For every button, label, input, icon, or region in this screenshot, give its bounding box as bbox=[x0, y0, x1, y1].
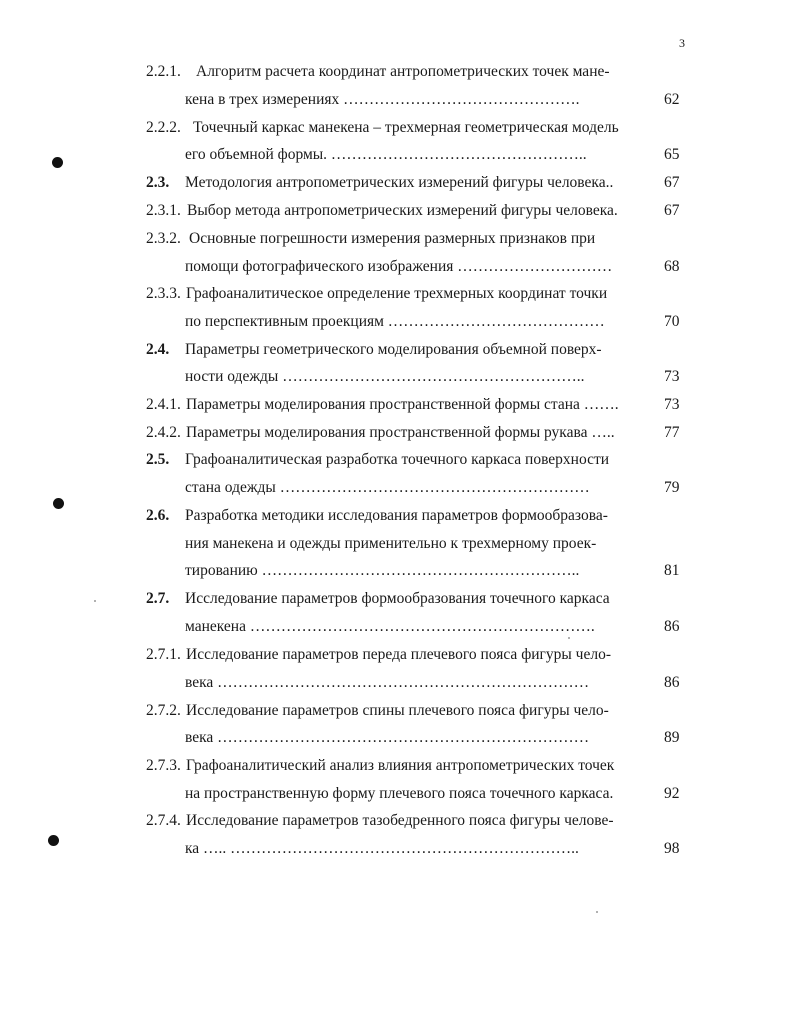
toc-title: Графоаналитический анализ влияния антропометрических точек bbox=[186, 757, 615, 774]
toc-number: 2.7. bbox=[146, 590, 170, 607]
toc-title-cont: ка ….. ………………………………………………………….. bbox=[185, 840, 579, 857]
toc-page: 73 bbox=[664, 368, 680, 385]
toc-entry-2-2-1-cont bbox=[0, 90, 791, 110]
toc-entry-2-7-cont bbox=[0, 617, 791, 637]
toc-entry-2-7-1-cont bbox=[0, 673, 791, 693]
toc-number: 2.3.1. bbox=[146, 202, 181, 219]
toc-title: Выбор метода антропометрических измерений фигуры человека. bbox=[187, 202, 618, 219]
toc-page: 86 bbox=[664, 618, 680, 635]
toc-entry-2-6 bbox=[0, 506, 791, 526]
toc-title: Разработка методики исследования параметров формообразова- bbox=[185, 507, 608, 524]
toc-title: Параметры моделирования пространственной формы стана ……. bbox=[186, 396, 619, 413]
toc-entry-2-7-3 bbox=[0, 756, 791, 776]
scan-speck bbox=[568, 637, 570, 639]
toc-number: 2.4.2. bbox=[146, 424, 181, 441]
toc-number: 2.2.1. bbox=[146, 63, 181, 80]
toc-title: Графоаналитическая разработка точечного каркаса поверхности bbox=[185, 451, 610, 468]
toc-entry-2-7-1 bbox=[0, 645, 791, 665]
toc-title: Основные погрешности измерения размерных признаков при bbox=[189, 230, 596, 247]
page-number: 3 bbox=[679, 36, 685, 50]
toc-page: 62 bbox=[664, 91, 680, 108]
toc-number: 2.7.3. bbox=[146, 757, 181, 774]
toc-title-cont: века ……………………………………………………………… bbox=[185, 674, 590, 691]
toc-entry-2-5-cont bbox=[0, 478, 791, 498]
toc-title-cont: стана одежды …………………………………………………… bbox=[185, 479, 590, 496]
toc-entry-2-7-3-cont bbox=[0, 784, 791, 804]
toc-page: 67 bbox=[664, 174, 680, 191]
toc-page: 98 bbox=[664, 840, 680, 857]
toc-title-cont: ности одежды ………………………………………………….. bbox=[185, 368, 585, 385]
toc-entry-2-7-4-cont bbox=[0, 839, 791, 859]
toc-page: 67 bbox=[664, 202, 680, 219]
toc-title-cont: по перспективным проекциям …………………………………… bbox=[185, 313, 605, 330]
toc-page: 86 bbox=[664, 674, 680, 691]
toc-number: 2.7.2. bbox=[146, 702, 181, 719]
toc-title: Параметры моделирования пространственной формы рукава ….. bbox=[186, 424, 615, 441]
punch-hole-mark bbox=[52, 157, 63, 168]
toc-page: 92 bbox=[664, 785, 680, 802]
toc-title: Параметры геометрического моделирования объемной поверх- bbox=[185, 341, 602, 358]
toc-page: 81 bbox=[664, 562, 680, 579]
toc-entry-2-4-1 bbox=[0, 395, 791, 415]
toc-entry-2-4-cont bbox=[0, 367, 791, 387]
toc-title: Точечный каркас манекена – трехмерная геометрическая модель bbox=[193, 119, 619, 136]
toc-number: 2.3.3. bbox=[146, 285, 181, 302]
toc-number: 2.2.2. bbox=[146, 119, 181, 136]
toc-page: 65 bbox=[664, 146, 680, 163]
toc-page: 73 bbox=[664, 396, 680, 413]
toc-title: Графоаналитическое определение трехмерных координат точки bbox=[186, 285, 608, 302]
toc-title-cont: манекена …………………………………………………………. bbox=[185, 618, 595, 635]
punch-hole-mark bbox=[53, 498, 64, 509]
toc-title: Исследование параметров спины плечевого пояса фигуры чело- bbox=[186, 702, 609, 719]
toc-entry-2-5 bbox=[0, 450, 791, 470]
toc-title-cont: его объемной формы. ………………………………………….. bbox=[185, 146, 587, 163]
toc-entry-2-7-4 bbox=[0, 811, 791, 831]
toc-title: Алгоритм расчета координат антропометрических точек мане- bbox=[196, 63, 610, 80]
toc-page: 89 bbox=[664, 729, 680, 746]
toc-page: 79 bbox=[664, 479, 680, 496]
toc-page: 68 bbox=[664, 258, 680, 275]
scan-speck bbox=[94, 600, 96, 602]
toc-entry-2-3 bbox=[0, 173, 791, 193]
toc-title: Исследование параметров переда плечевого пояса фигуры чело- bbox=[186, 646, 611, 663]
toc-entry-2-4 bbox=[0, 340, 791, 360]
toc-number: 2.3.2. bbox=[146, 230, 181, 247]
toc-title-cont: века ……………………………………………………………… bbox=[185, 729, 590, 746]
toc-number: 2.4. bbox=[146, 341, 170, 358]
toc-number: 2.3. bbox=[146, 174, 170, 191]
toc-title: Методология антропометрических измерений фигуры человека.. bbox=[185, 174, 614, 191]
toc-title: Исследование параметров тазобедренного пояса фигуры челове- bbox=[186, 812, 614, 829]
toc-entry-2-2-2-cont bbox=[0, 145, 791, 165]
toc-entry-2-3-2-cont bbox=[0, 257, 791, 277]
toc-number: 2.4.1. bbox=[146, 396, 181, 413]
toc-entry-2-3-2 bbox=[0, 229, 791, 249]
toc-number: 2.7.4. bbox=[146, 812, 181, 829]
toc-number: 2.7.1. bbox=[146, 646, 181, 663]
toc-entry-2-4-2 bbox=[0, 423, 791, 443]
toc-entry-2-3-3-cont bbox=[0, 312, 791, 332]
toc-title-cont: на пространственную форму плечевого пояса точечного каркаса. bbox=[185, 785, 614, 802]
toc-entry-2-7-2-cont bbox=[0, 728, 791, 748]
toc-entry-2-6-cont bbox=[0, 561, 791, 581]
toc-number: 2.5. bbox=[146, 451, 170, 468]
toc-title-cont: кена в трех измерениях ………………………………………. bbox=[185, 91, 580, 108]
toc-entry-2-6-cont bbox=[0, 534, 791, 554]
toc-title-cont: тированию …………………………………………………….. bbox=[185, 562, 580, 579]
toc-title-cont: ния манекена и одежды применительно к трехмерному проек- bbox=[185, 535, 597, 552]
toc-entry-2-3-1 bbox=[0, 201, 791, 221]
toc-number: 2.6. bbox=[146, 507, 170, 524]
toc-entry-2-2-1 bbox=[0, 62, 791, 82]
toc-entry-2-2-2 bbox=[0, 118, 791, 138]
toc-entry-2-3-3 bbox=[0, 284, 791, 304]
toc-title-cont: помощи фотографического изображения ………………………… bbox=[185, 258, 613, 275]
scan-speck bbox=[596, 911, 598, 913]
punch-hole-mark bbox=[48, 835, 59, 846]
toc-title: Исследование параметров формообразования точечного каркаса bbox=[185, 590, 610, 607]
toc-page: 70 bbox=[664, 313, 680, 330]
toc-entry-2-7 bbox=[0, 589, 791, 609]
toc-page: 77 bbox=[664, 424, 680, 441]
toc-entry-2-7-2 bbox=[0, 701, 791, 721]
